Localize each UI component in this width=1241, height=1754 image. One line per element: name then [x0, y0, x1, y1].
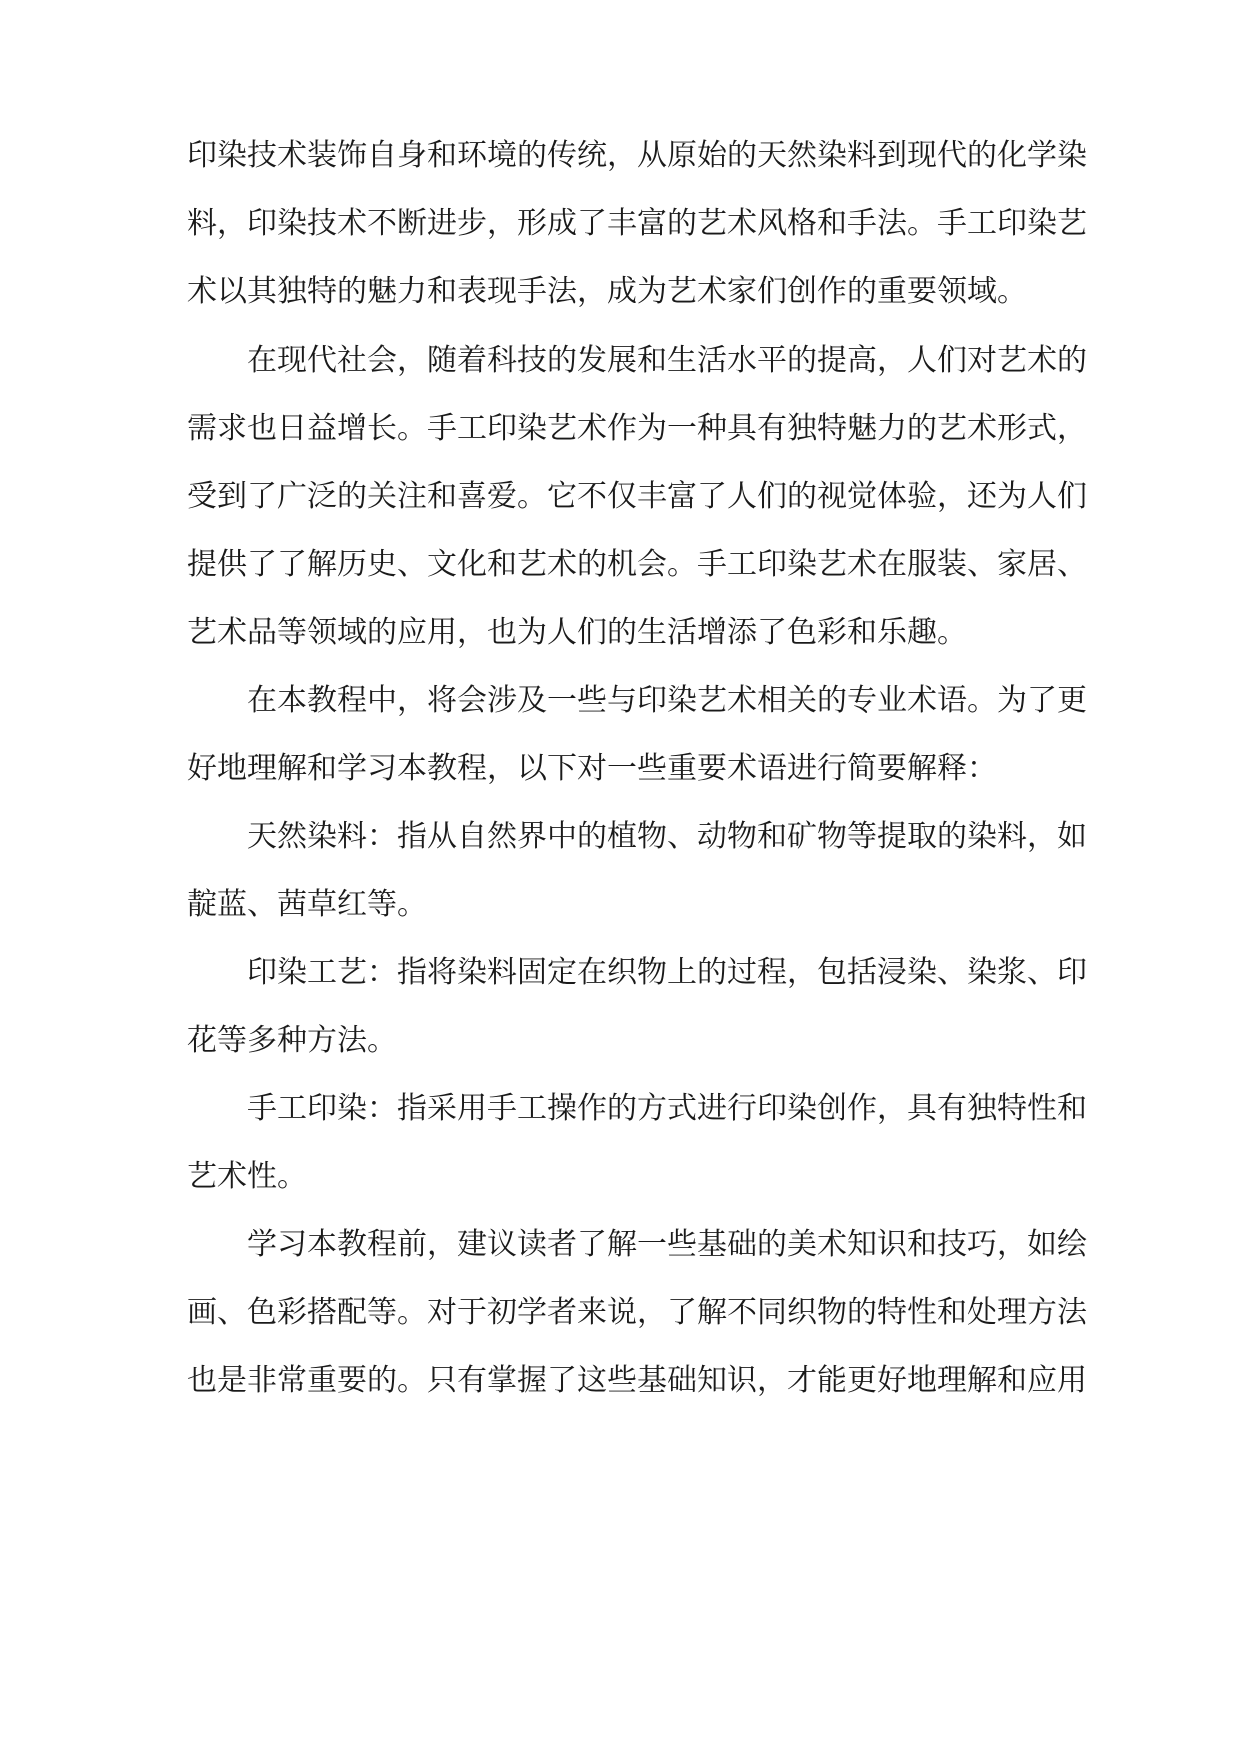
text-line: 受到了广泛的关注和喜爱。它不仅丰富了人们的视觉体验，还为人们: [187, 479, 1087, 514]
text-line: 提供了了解历史、文化和艺术的机会。手工印染艺术在服装、家居、: [187, 547, 1087, 582]
text-line: 料，印染技术不断进步，形成了丰富的艺术风格和手法。手工印染艺: [187, 206, 1087, 241]
text-line: 在现代社会，随着科技的发展和生活水平的提高，人们对艺术的: [247, 343, 1087, 378]
text-line: 在本教程中，将会涉及一些与印染艺术相关的专业术语。为了更: [247, 683, 1087, 718]
text-line: 艺术品等领域的应用，也为人们的生活增添了色彩和乐趣。: [187, 615, 967, 650]
text-line: 花等多种方法。: [187, 1023, 397, 1058]
text-line: 靛蓝、茜草红等。: [187, 887, 427, 922]
text-line: 艺术性。: [187, 1159, 307, 1194]
text-line: 印染工艺：指将染料固定在织物上的过程，包括浸染、染浆、印: [247, 955, 1087, 990]
text-line: 好地理解和学习本教程，以下对一些重要术语进行简要解释：: [187, 751, 997, 786]
text-line: 学习本教程前，建议读者了解一些基础的美术知识和技巧，如绘: [247, 1227, 1087, 1262]
text-line: 手工印染：指采用手工操作的方式进行印染创作，具有独特性和: [247, 1091, 1087, 1126]
text-line: 天然染料：指从自然界中的植物、动物和矿物等提取的染料，如: [247, 819, 1087, 854]
text-line: 需求也日益增长。手工印染艺术作为一种具有独特魅力的艺术形式，: [187, 411, 1087, 446]
text-line: 画、色彩搭配等。对于初学者来说，了解不同织物的特性和处理方法: [187, 1295, 1087, 1330]
text-line: 印染技术装饰自身和环境的传统，从原始的天然染料到现代的化学染: [187, 138, 1087, 173]
text-line: 术以其独特的魅力和表现手法，成为艺术家们创作的重要领域。: [187, 274, 1027, 309]
text-line: 也是非常重要的。只有掌握了这些基础知识，才能更好地理解和应用: [187, 1363, 1087, 1398]
